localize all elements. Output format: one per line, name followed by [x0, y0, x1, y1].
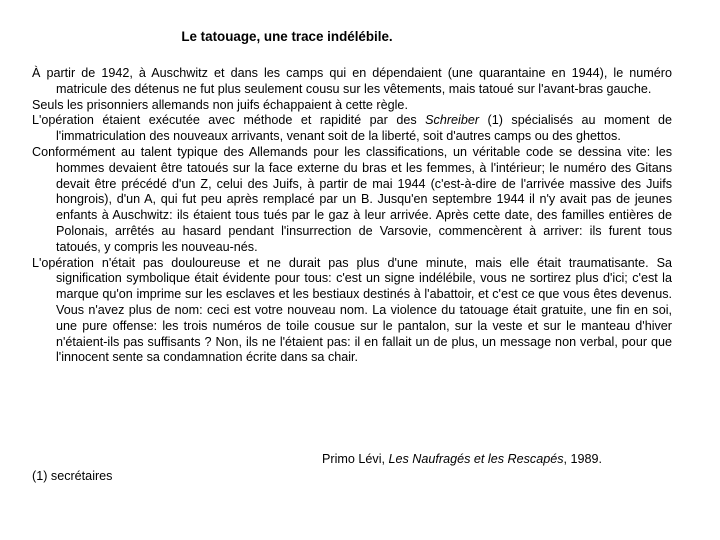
paragraph: L'opération n'était pas douloureuse et ne durait pas plus d'une minute, mais elle était traumatisante. Sa signification symbolique était évidente pour tous: c'est un signe indélébile, vous ne sortirez plus d'ici; c'est la marque qu'on imprime sur les esclaves et les bestiaux destinés à l'abattoir, et c'est ce que vous êtes devenus. Vous n'avez plus de nom: ceci est votre nouveau nom. La violence du tatouage était gratuite, une fin en soi, une pure offense: les trois numéros de toile cousue sur le pantalon, sur la veste et sur le manteau d'hiver n'étaient-ils pas suffisants ? Non, ils ne l'étaient pas: il en fallait un de plus, un message non verbal, pour que l'innocent sente sa condamnation écrite dans sa chair.: [32, 255, 672, 365]
paragraph: Conformément au talent typique des Allemands pour les classifications, un véritable code se dessina vite: les hommes devaient être tatoués sur la face externe du bras et les femmes, à l'intérieur; le numéro des Gitans devait être précédé d'un Z, celui des Juifs, à partir de mai 1944 (c'est-à-dire de l'arrivée massive des Juifs hongrois), d'un A, qui fut peu après remplacé par un B. Jusqu'en septembre 1944 il n'y avait pas de jeunes enfants à Auschwitz: ils étaient tous tués par le gaz à leur arrivée. Après cette date, des familles entières de Polonais, arrêtés au hasard pendant l'insurrection de Varsovie, commencèrent à arriver: ils furent tous tatoués, y compris les nouveau-nés.: [32, 144, 672, 254]
paragraph: L'opération étaient exécutée avec méthode et rapidité par des Schreiber (1) spécialisés au moment de l'immatriculation des nouveaux arrivants, venant soit de la liberté, soit d'autres camps ou des ghettos.: [32, 113, 672, 144]
document-title: Le tatouage, une trace indélébile.: [181, 29, 393, 44]
document-body: [32, 66, 672, 366]
source-credit: [322, 451, 602, 467]
paragraph: Seuls les prisonniers allemands non juifs échappaient à cette règle.: [32, 97, 408, 112]
credit-author: Primo Lévi,: [322, 452, 389, 466]
italic-term: Schreiber: [425, 113, 480, 128]
footnote: (1) secrétaires: [32, 469, 113, 483]
credit-year: , 1989.: [563, 452, 603, 466]
paragraph: À partir de 1942, à Auschwitz et dans les camps qui en dépendaient (une quarantaine en 1944), le numéro matricule des détenus ne fut plus seulement cousu sur les vêtements, mais tatoué sur l'avant-bras gauche.: [32, 66, 672, 96]
credit-work-title: Les Naufragés et les Rescapés: [388, 452, 564, 466]
